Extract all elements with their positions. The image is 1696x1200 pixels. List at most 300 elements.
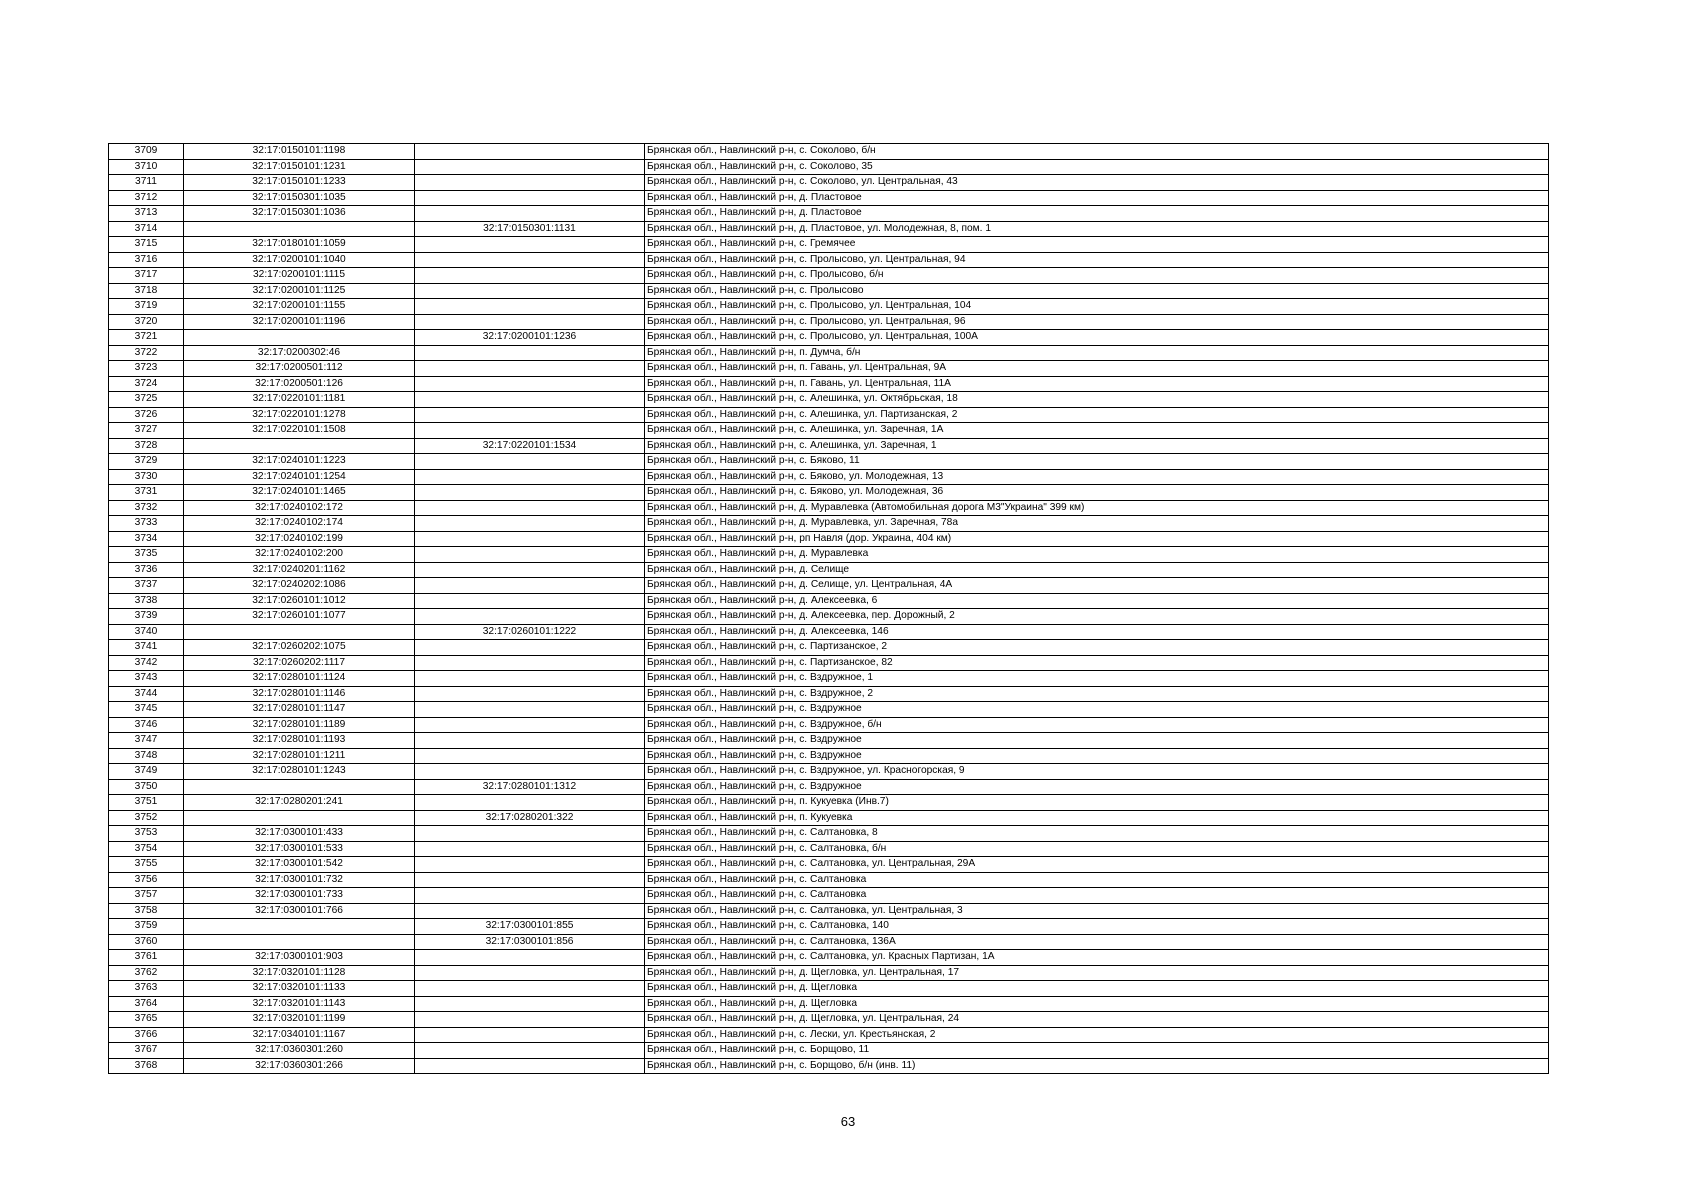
address-cell: Брянская обл., Навлинский р-н, с. Вздружное	[645, 779, 1549, 795]
cadastral-number-cell: 32:17:0180101:1059	[184, 237, 415, 253]
premises-cadastral-number-cell	[415, 888, 645, 904]
cadastral-number-cell: 32:17:0200501:112	[184, 361, 415, 377]
address-cell: Брянская обл., Навлинский р-н, д. Пластовое	[645, 190, 1549, 206]
row-number-cell: 3743	[109, 671, 184, 687]
premises-cadastral-number-cell	[415, 702, 645, 718]
cadastral-number-cell: 32:17:0200101:1040	[184, 252, 415, 268]
cadastral-number-cell	[184, 438, 415, 454]
table-row	[109, 578, 1549, 594]
page-number: 63	[840, 1114, 856, 1129]
address-cell: Брянская обл., Навлинский р-н, с. Гремячее	[645, 237, 1549, 253]
row-number-cell: 3740	[109, 624, 184, 640]
cadastral-number-cell	[184, 330, 415, 346]
row-number-cell: 3764	[109, 996, 184, 1012]
address-cell: Брянская обл., Навлинский р-н, с. Соколово, ул. Центральная, 43	[645, 175, 1549, 191]
table-row	[109, 206, 1549, 222]
cadastral-number-cell: 32:17:0280101:1189	[184, 717, 415, 733]
premises-cadastral-number-cell	[415, 547, 645, 563]
premises-cadastral-number-cell	[415, 965, 645, 981]
address-cell: Брянская обл., Навлинский р-н, с. Алешинка, ул. Заречная, 1	[645, 438, 1549, 454]
cadastral-number-cell	[184, 919, 415, 935]
row-number-cell: 3724	[109, 376, 184, 392]
cadastral-number-cell: 32:17:0280101:1124	[184, 671, 415, 687]
table-row	[109, 903, 1549, 919]
address-cell: Брянская обл., Навлинский р-н, с. Борщово, 11	[645, 1043, 1549, 1059]
row-number-cell: 3733	[109, 516, 184, 532]
table-row	[109, 624, 1549, 640]
premises-cadastral-number-cell	[415, 376, 645, 392]
cadastral-number-cell: 32:17:0300101:903	[184, 950, 415, 966]
address-cell: Брянская обл., Навлинский р-н, п. Думча, б/н	[645, 345, 1549, 361]
table-row	[109, 454, 1549, 470]
address-cell: Брянская обл., Навлинский р-н, с. Вздружное, 2	[645, 686, 1549, 702]
address-cell: Брянская обл., Навлинский р-н, с. Вздружное	[645, 748, 1549, 764]
table-row	[109, 717, 1549, 733]
premises-cadastral-number-cell	[415, 283, 645, 299]
row-number-cell: 3750	[109, 779, 184, 795]
table-row	[109, 841, 1549, 857]
premises-cadastral-number-cell	[415, 841, 645, 857]
address-cell: Брянская обл., Навлинский р-н, с. Вздружное, ул. Красногорская, 9	[645, 764, 1549, 780]
premises-cadastral-number-cell: 32:17:0220101:1534	[415, 438, 645, 454]
cadastral-number-cell: 32:17:0300101:542	[184, 857, 415, 873]
table-row	[109, 640, 1549, 656]
premises-cadastral-number-cell	[415, 764, 645, 780]
premises-cadastral-number-cell	[415, 686, 645, 702]
table-row	[109, 547, 1549, 563]
table-row	[109, 283, 1549, 299]
table-row	[109, 1027, 1549, 1043]
address-cell: Брянская обл., Навлинский р-н, с. Салтановка	[645, 888, 1549, 904]
row-number-cell: 3715	[109, 237, 184, 253]
address-cell: Брянская обл., Навлинский р-н, д. Селище, ул. Центральная, 4А	[645, 578, 1549, 594]
table-row	[109, 1012, 1549, 1028]
address-cell: Брянская обл., Навлинский р-н, д. Щегловка, ул. Центральная, 17	[645, 965, 1549, 981]
premises-cadastral-number-cell	[415, 981, 645, 997]
premises-cadastral-number-cell	[415, 609, 645, 625]
cadastral-number-cell: 32:17:0220101:1181	[184, 392, 415, 408]
address-cell: Брянская обл., Навлинский р-н, п. Кукуевка	[645, 810, 1549, 826]
address-cell: Брянская обл., Навлинский р-н, с. Вздружное, 1	[645, 671, 1549, 687]
premises-cadastral-number-cell	[415, 857, 645, 873]
cadastral-number-cell: 32:17:0150301:1035	[184, 190, 415, 206]
table-row	[109, 361, 1549, 377]
address-cell: Брянская обл., Навлинский р-н, с. Салтановка, 140	[645, 919, 1549, 935]
cadastral-number-cell: 32:17:0300101:766	[184, 903, 415, 919]
row-number-cell: 3758	[109, 903, 184, 919]
row-number-cell: 3709	[109, 144, 184, 160]
premises-cadastral-number-cell	[415, 454, 645, 470]
table-row	[109, 826, 1549, 842]
table-row	[109, 485, 1549, 501]
table-row	[109, 516, 1549, 532]
premises-cadastral-number-cell	[415, 996, 645, 1012]
address-cell: Брянская обл., Навлинский р-н, п. Гавань, ул. Центральная, 11А	[645, 376, 1549, 392]
address-cell: Брянская обл., Навлинский р-н, с. Вздружное, б/н	[645, 717, 1549, 733]
cadastral-number-cell	[184, 624, 415, 640]
table-row	[109, 748, 1549, 764]
cadastral-number-cell: 32:17:0320101:1199	[184, 1012, 415, 1028]
premises-cadastral-number-cell: 32:17:0300101:856	[415, 934, 645, 950]
row-number-cell: 3726	[109, 407, 184, 423]
table-row	[109, 965, 1549, 981]
address-cell: Брянская обл., Навлинский р-н, д. Алексеевка, 146	[645, 624, 1549, 640]
table-row	[109, 950, 1549, 966]
cadastral-number-cell: 32:17:0320101:1133	[184, 981, 415, 997]
premises-cadastral-number-cell	[415, 206, 645, 222]
row-number-cell: 3725	[109, 392, 184, 408]
premises-cadastral-number-cell	[415, 252, 645, 268]
cadastral-number-cell: 32:17:0150101:1231	[184, 159, 415, 175]
premises-cadastral-number-cell	[415, 237, 645, 253]
table-row	[109, 330, 1549, 346]
address-cell: Брянская обл., Навлинский р-н, с. Салтановка, ул. Красных Партизан, 1А	[645, 950, 1549, 966]
address-cell: Брянская обл., Навлинский р-н, с. Алешинка, ул. Октябрьская, 18	[645, 392, 1549, 408]
premises-cadastral-number-cell: 32:17:0280101:1312	[415, 779, 645, 795]
cadastral-number-cell: 32:17:0240102:199	[184, 531, 415, 547]
premises-cadastral-number-cell	[415, 485, 645, 501]
address-cell: Брянская обл., Навлинский р-н, д. Селище	[645, 562, 1549, 578]
row-number-cell: 3762	[109, 965, 184, 981]
table-row	[109, 190, 1549, 206]
cadastral-number-cell: 32:17:0260202:1075	[184, 640, 415, 656]
premises-cadastral-number-cell	[415, 717, 645, 733]
address-cell: Брянская обл., Навлинский р-н, с. Пролысово, б/н	[645, 268, 1549, 284]
cadastral-number-cell: 32:17:0320101:1128	[184, 965, 415, 981]
address-cell: Брянская обл., Навлинский р-н, д. Муравлевка, ул. Заречная, 78а	[645, 516, 1549, 532]
premises-cadastral-number-cell	[415, 593, 645, 609]
premises-cadastral-number-cell	[415, 795, 645, 811]
premises-cadastral-number-cell	[415, 578, 645, 594]
premises-cadastral-number-cell	[415, 1027, 645, 1043]
row-number-cell: 3765	[109, 1012, 184, 1028]
row-number-cell: 3752	[109, 810, 184, 826]
premises-cadastral-number-cell	[415, 516, 645, 532]
table-row	[109, 144, 1549, 160]
address-cell: Брянская обл., Навлинский р-н, с. Алешинка, ул. Заречная, 1А	[645, 423, 1549, 439]
premises-cadastral-number-cell: 32:17:0200101:1236	[415, 330, 645, 346]
row-number-cell: 3751	[109, 795, 184, 811]
row-number-cell: 3713	[109, 206, 184, 222]
row-number-cell: 3728	[109, 438, 184, 454]
row-number-cell: 3710	[109, 159, 184, 175]
cadastral-number-cell: 32:17:0150301:1036	[184, 206, 415, 222]
premises-cadastral-number-cell	[415, 314, 645, 330]
address-cell: Брянская обл., Навлинский р-н, с. Бяково, ул. Молодежная, 36	[645, 485, 1549, 501]
row-number-cell: 3739	[109, 609, 184, 625]
table-row	[109, 438, 1549, 454]
cadastral-number-cell: 32:17:0240102:172	[184, 500, 415, 516]
table-row	[109, 795, 1549, 811]
row-number-cell: 3711	[109, 175, 184, 191]
table-row	[109, 919, 1549, 935]
row-number-cell: 3727	[109, 423, 184, 439]
address-cell: Брянская обл., Навлинский р-н, д. Щегловка	[645, 981, 1549, 997]
address-cell: Брянская обл., Навлинский р-н, с. Вздружное	[645, 733, 1549, 749]
row-number-cell: 3738	[109, 593, 184, 609]
cadastral-number-cell: 32:17:0300101:733	[184, 888, 415, 904]
address-cell: Брянская обл., Навлинский р-н, с. Бяково, ул. Молодежная, 13	[645, 469, 1549, 485]
row-number-cell: 3712	[109, 190, 184, 206]
cadastral-number-cell: 32:17:0360301:260	[184, 1043, 415, 1059]
premises-cadastral-number-cell	[415, 671, 645, 687]
table-row	[109, 314, 1549, 330]
premises-cadastral-number-cell	[415, 640, 645, 656]
address-cell: Брянская обл., Навлинский р-н, с. Пролысово, ул. Центральная, 100А	[645, 330, 1549, 346]
premises-cadastral-number-cell: 32:17:0260101:1222	[415, 624, 645, 640]
table-row	[109, 299, 1549, 315]
table-row	[109, 221, 1549, 237]
cadastral-number-cell: 32:17:0260202:1117	[184, 655, 415, 671]
address-cell: Брянская обл., Навлинский р-н, с. Салтановка	[645, 872, 1549, 888]
address-cell: Брянская обл., Навлинский р-н, с. Соколово, б/н	[645, 144, 1549, 160]
row-number-cell: 3714	[109, 221, 184, 237]
premises-cadastral-number-cell	[415, 655, 645, 671]
row-number-cell: 3760	[109, 934, 184, 950]
cadastral-number-cell: 32:17:0280101:1147	[184, 702, 415, 718]
table-row	[109, 469, 1549, 485]
row-number-cell: 3731	[109, 485, 184, 501]
cadastral-number-cell: 32:17:0340101:1167	[184, 1027, 415, 1043]
address-cell: Брянская обл., Навлинский р-н, с. Бяково, 11	[645, 454, 1549, 470]
row-number-cell: 3717	[109, 268, 184, 284]
row-number-cell: 3720	[109, 314, 184, 330]
premises-cadastral-number-cell	[415, 950, 645, 966]
row-number-cell: 3718	[109, 283, 184, 299]
table-row	[109, 500, 1549, 516]
cadastral-number-cell: 32:17:0240101:1465	[184, 485, 415, 501]
cadastral-number-cell: 32:17:0300101:433	[184, 826, 415, 842]
address-cell: Брянская обл., Навлинский р-н, с. Салтановка, 8	[645, 826, 1549, 842]
cadastral-number-cell: 32:17:0240101:1254	[184, 469, 415, 485]
cadastral-number-cell: 32:17:0200101:1155	[184, 299, 415, 315]
address-cell: Брянская обл., Навлинский р-н, д. Пластовое, ул. Молодежная, 8, пом. 1	[645, 221, 1549, 237]
property-registry-table	[108, 143, 1549, 1074]
premises-cadastral-number-cell	[415, 531, 645, 547]
address-cell: Брянская обл., Навлинский р-н, д. Алексеевка, 6	[645, 593, 1549, 609]
cadastral-number-cell: 32:17:0200501:126	[184, 376, 415, 392]
row-number-cell: 3735	[109, 547, 184, 563]
premises-cadastral-number-cell: 32:17:0280201:322	[415, 810, 645, 826]
table-row	[109, 237, 1549, 253]
address-cell: Брянская обл., Навлинский р-н, с. Салтановка, б/н	[645, 841, 1549, 857]
row-number-cell: 3719	[109, 299, 184, 315]
table-row	[109, 888, 1549, 904]
row-number-cell: 3754	[109, 841, 184, 857]
cadastral-number-cell: 32:17:0280101:1146	[184, 686, 415, 702]
cadastral-number-cell: 32:17:0220101:1278	[184, 407, 415, 423]
row-number-cell: 3753	[109, 826, 184, 842]
table-row	[109, 686, 1549, 702]
address-cell: Брянская обл., Навлинский р-н, с. Алешинка, ул. Партизанская, 2	[645, 407, 1549, 423]
premises-cadastral-number-cell	[415, 159, 645, 175]
cadastral-number-cell: 32:17:0280101:1211	[184, 748, 415, 764]
cadastral-number-cell: 32:17:0280101:1193	[184, 733, 415, 749]
row-number-cell: 3732	[109, 500, 184, 516]
row-number-cell: 3716	[109, 252, 184, 268]
address-cell: Брянская обл., Навлинский р-н, с. Соколово, 35	[645, 159, 1549, 175]
table-row	[109, 376, 1549, 392]
premises-cadastral-number-cell	[415, 872, 645, 888]
address-cell: Брянская обл., Навлинский р-н, д. Муравлевка (Автомобильная дорога М3"Украина" 399 км)	[645, 500, 1549, 516]
row-number-cell: 3749	[109, 764, 184, 780]
table-row	[109, 531, 1549, 547]
premises-cadastral-number-cell	[415, 268, 645, 284]
premises-cadastral-number-cell	[415, 903, 645, 919]
cadastral-number-cell: 32:17:0360301:266	[184, 1058, 415, 1074]
table-row	[109, 764, 1549, 780]
cadastral-number-cell: 32:17:0300101:732	[184, 872, 415, 888]
row-number-cell: 3763	[109, 981, 184, 997]
table-row	[109, 345, 1549, 361]
premises-cadastral-number-cell	[415, 748, 645, 764]
table-row	[109, 423, 1549, 439]
cadastral-number-cell	[184, 221, 415, 237]
row-number-cell: 3741	[109, 640, 184, 656]
table-row	[109, 562, 1549, 578]
address-cell: Брянская обл., Навлинский р-н, с. Пролысово, ул. Центральная, 104	[645, 299, 1549, 315]
cadastral-number-cell: 32:17:0150101:1233	[184, 175, 415, 191]
cadastral-number-cell: 32:17:0240201:1162	[184, 562, 415, 578]
row-number-cell: 3721	[109, 330, 184, 346]
address-cell: Брянская обл., Навлинский р-н, с. Пролысово	[645, 283, 1549, 299]
table-row	[109, 981, 1549, 997]
cadastral-number-cell	[184, 934, 415, 950]
row-number-cell: 3747	[109, 733, 184, 749]
table-row	[109, 593, 1549, 609]
row-number-cell: 3766	[109, 1027, 184, 1043]
table-row	[109, 702, 1549, 718]
table-row	[109, 1043, 1549, 1059]
table-row	[109, 407, 1549, 423]
premises-cadastral-number-cell	[415, 407, 645, 423]
premises-cadastral-number-cell	[415, 345, 645, 361]
cadastral-number-cell: 32:17:0260101:1012	[184, 593, 415, 609]
address-cell: Брянская обл., Навлинский р-н, д. Муравлевка	[645, 547, 1549, 563]
cadastral-number-cell: 32:17:0200101:1115	[184, 268, 415, 284]
cadastral-number-cell: 32:17:0300101:533	[184, 841, 415, 857]
premises-cadastral-number-cell	[415, 500, 645, 516]
row-number-cell: 3745	[109, 702, 184, 718]
address-cell: Брянская обл., Навлинский р-н, с. Вздружное	[645, 702, 1549, 718]
table-row	[109, 1058, 1549, 1074]
address-cell: Брянская обл., Навлинский р-н, п. Кукуевка (Инв.7)	[645, 795, 1549, 811]
row-number-cell: 3757	[109, 888, 184, 904]
cadastral-number-cell: 32:17:0240102:174	[184, 516, 415, 532]
cadastral-number-cell: 32:17:0320101:1143	[184, 996, 415, 1012]
premises-cadastral-number-cell	[415, 423, 645, 439]
row-number-cell: 3736	[109, 562, 184, 578]
table-row	[109, 733, 1549, 749]
row-number-cell: 3755	[109, 857, 184, 873]
premises-cadastral-number-cell	[415, 733, 645, 749]
address-cell: Брянская обл., Навлинский р-н, с. Салтановка, ул. Центральная, 3	[645, 903, 1549, 919]
table-row	[109, 810, 1549, 826]
cadastral-number-cell	[184, 779, 415, 795]
row-number-cell: 3768	[109, 1058, 184, 1074]
cadastral-number-cell: 32:17:0200101:1125	[184, 283, 415, 299]
cadastral-number-cell: 32:17:0220101:1508	[184, 423, 415, 439]
cadastral-number-cell: 32:17:0240101:1223	[184, 454, 415, 470]
row-number-cell: 3723	[109, 361, 184, 377]
table-row	[109, 655, 1549, 671]
address-cell: Брянская обл., Навлинский р-н, с. Борщово, б/н (инв. 11)	[645, 1058, 1549, 1074]
cadastral-number-cell: 32:17:0280201:241	[184, 795, 415, 811]
table-row	[109, 996, 1549, 1012]
table-row	[109, 671, 1549, 687]
cadastral-number-cell	[184, 810, 415, 826]
row-number-cell: 3744	[109, 686, 184, 702]
premises-cadastral-number-cell	[415, 826, 645, 842]
premises-cadastral-number-cell	[415, 299, 645, 315]
address-cell: Брянская обл., Навлинский р-н, с. Партизанское, 2	[645, 640, 1549, 656]
address-cell: Брянская обл., Навлинский р-н, рп Навля (дор. Украина, 404 км)	[645, 531, 1549, 547]
address-cell: Брянская обл., Навлинский р-н, с. Салтановка, ул. Центральная, 29А	[645, 857, 1549, 873]
table-row	[109, 268, 1549, 284]
address-cell: Брянская обл., Навлинский р-н, п. Гавань, ул. Центральная, 9А	[645, 361, 1549, 377]
row-number-cell: 3737	[109, 578, 184, 594]
address-cell: Брянская обл., Навлинский р-н, с. Салтановка, 136А	[645, 934, 1549, 950]
premises-cadastral-number-cell	[415, 190, 645, 206]
row-number-cell: 3746	[109, 717, 184, 733]
premises-cadastral-number-cell	[415, 469, 645, 485]
table-row	[109, 779, 1549, 795]
table-row	[109, 934, 1549, 950]
registry-table-body	[109, 144, 1549, 1074]
row-number-cell: 3767	[109, 1043, 184, 1059]
premises-cadastral-number-cell: 32:17:0300101:855	[415, 919, 645, 935]
table-row	[109, 159, 1549, 175]
premises-cadastral-number-cell	[415, 144, 645, 160]
table-row	[109, 857, 1549, 873]
address-cell: Брянская обл., Навлинский р-н, с. Лески, ул. Крестьянская, 2	[645, 1027, 1549, 1043]
address-cell: Брянская обл., Навлинский р-н, с. Партизанское, 82	[645, 655, 1549, 671]
premises-cadastral-number-cell	[415, 361, 645, 377]
table-row	[109, 392, 1549, 408]
address-cell: Брянская обл., Навлинский р-н, д. Алексеевка, пер. Дорожный, 2	[645, 609, 1549, 625]
row-number-cell: 3729	[109, 454, 184, 470]
cadastral-number-cell: 32:17:0260101:1077	[184, 609, 415, 625]
row-number-cell: 3761	[109, 950, 184, 966]
premises-cadastral-number-cell: 32:17:0150301:1131	[415, 221, 645, 237]
cadastral-number-cell: 32:17:0200101:1196	[184, 314, 415, 330]
table-row	[109, 609, 1549, 625]
row-number-cell: 3734	[109, 531, 184, 547]
row-number-cell: 3759	[109, 919, 184, 935]
row-number-cell: 3748	[109, 748, 184, 764]
address-cell: Брянская обл., Навлинский р-н, д. Пластовое	[645, 206, 1549, 222]
premises-cadastral-number-cell	[415, 1012, 645, 1028]
row-number-cell: 3742	[109, 655, 184, 671]
premises-cadastral-number-cell	[415, 175, 645, 191]
address-cell: Брянская обл., Навлинский р-н, д. Щегловка, ул. Центральная, 24	[645, 1012, 1549, 1028]
row-number-cell: 3722	[109, 345, 184, 361]
cadastral-number-cell: 32:17:0200302:46	[184, 345, 415, 361]
cadastral-number-cell: 32:17:0240202:1086	[184, 578, 415, 594]
address-cell: Брянская обл., Навлинский р-н, д. Щегловка	[645, 996, 1549, 1012]
table-row	[109, 872, 1549, 888]
premises-cadastral-number-cell	[415, 1043, 645, 1059]
table-row	[109, 175, 1549, 191]
premises-cadastral-number-cell	[415, 1058, 645, 1074]
table-row	[109, 252, 1549, 268]
address-cell: Брянская обл., Навлинский р-н, с. Пролысово, ул. Центральная, 94	[645, 252, 1549, 268]
cadastral-number-cell: 32:17:0240102:200	[184, 547, 415, 563]
premises-cadastral-number-cell	[415, 562, 645, 578]
row-number-cell: 3730	[109, 469, 184, 485]
premises-cadastral-number-cell	[415, 392, 645, 408]
row-number-cell: 3756	[109, 872, 184, 888]
